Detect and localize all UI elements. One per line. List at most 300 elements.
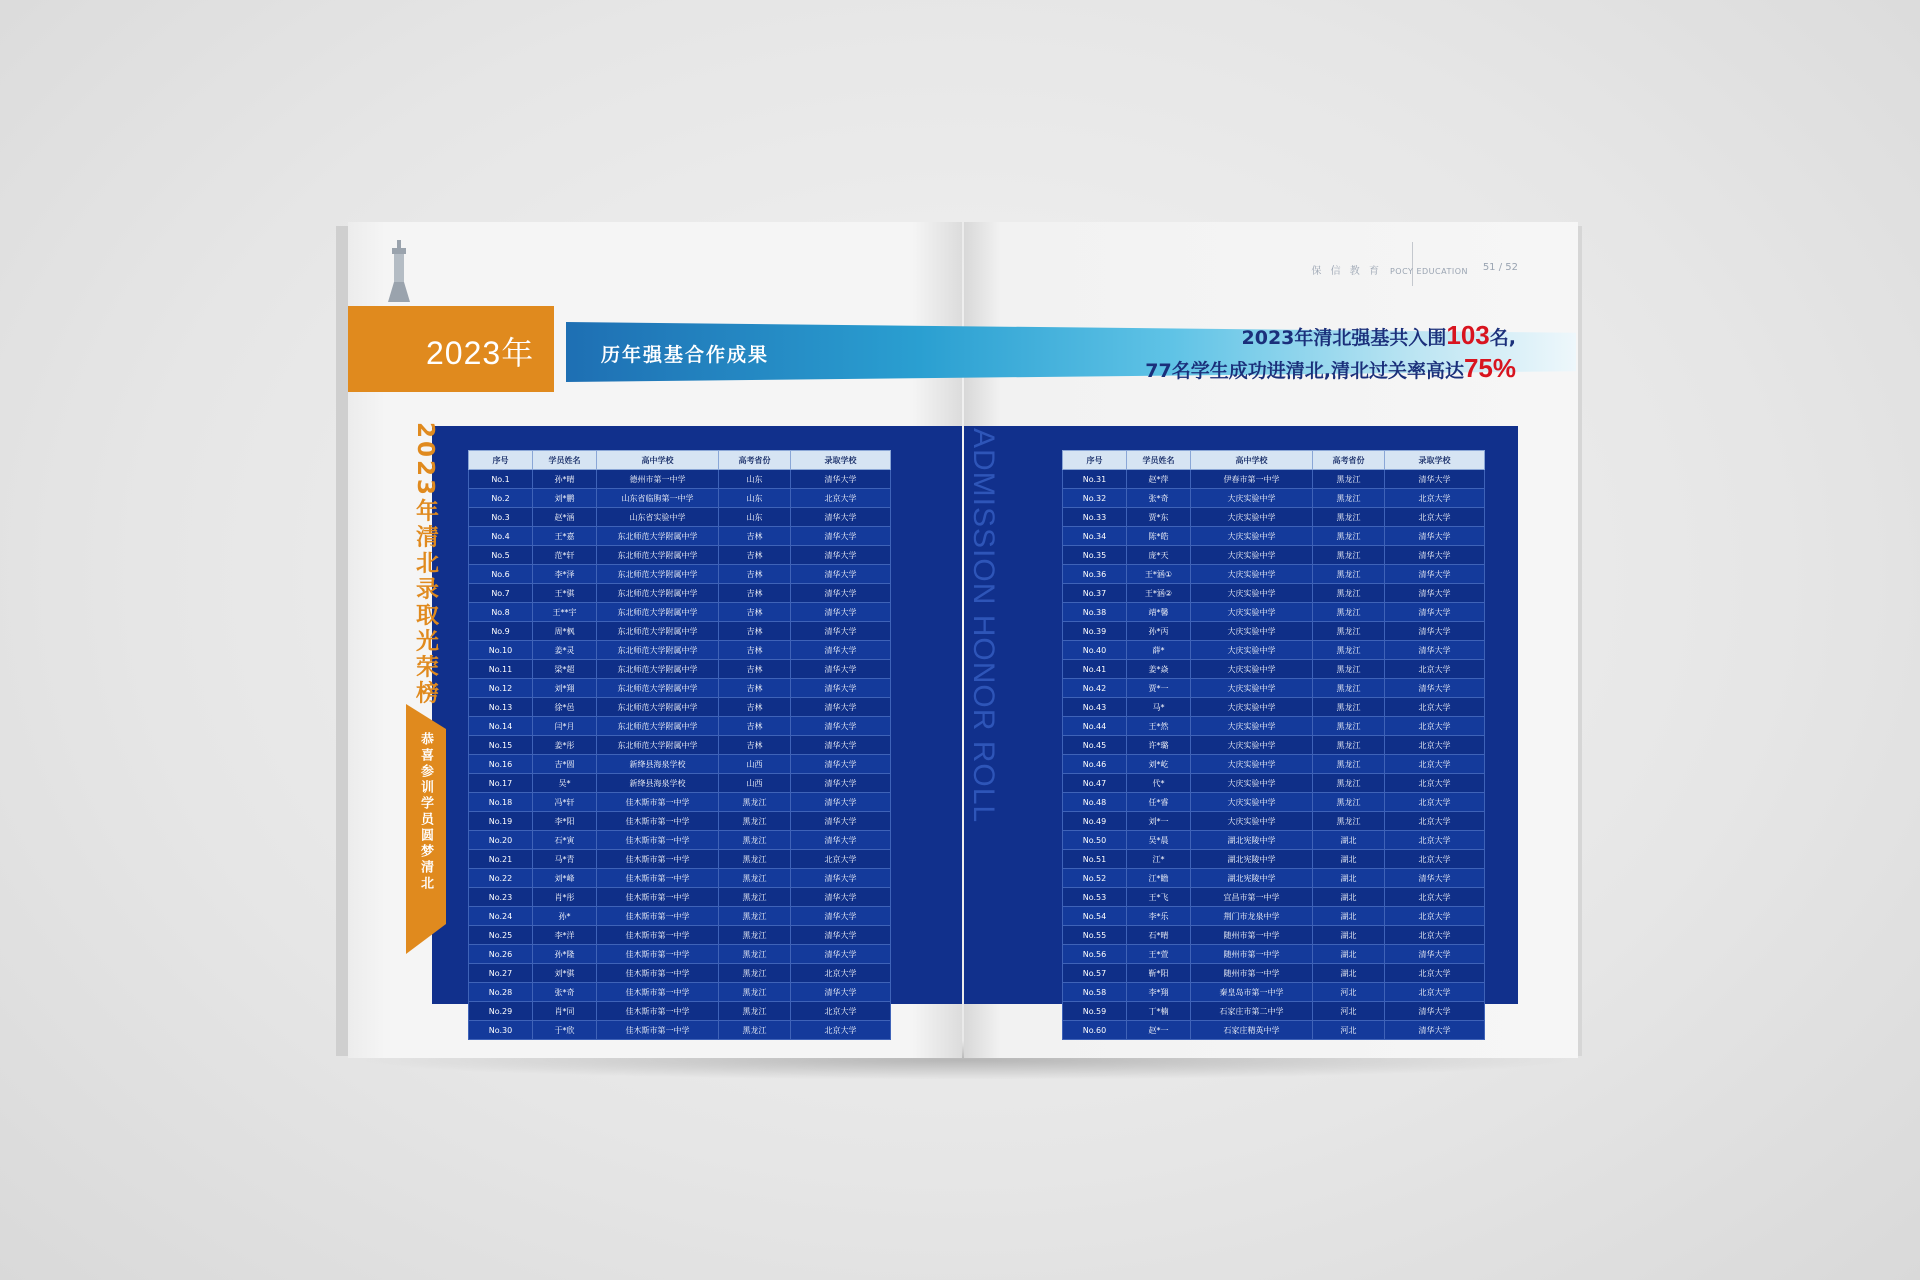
table-cell: 北京大学 xyxy=(1385,774,1485,793)
table-cell: 黑龙江 xyxy=(1313,546,1385,565)
table-cell: No.58 xyxy=(1063,983,1127,1002)
table-cell: 黑龙江 xyxy=(719,812,791,831)
column-header: 录取学校 xyxy=(791,451,891,470)
table-cell: 黑龙江 xyxy=(1313,603,1385,622)
congrats-badge-text: 恭喜参训学员圆梦清北 xyxy=(418,732,433,892)
table-cell: 黑龙江 xyxy=(719,945,791,964)
table-cell: 黑龙江 xyxy=(1313,793,1385,812)
table-cell: 北京大学 xyxy=(1385,660,1485,679)
table-cell: No.35 xyxy=(1063,546,1127,565)
table-cell: 吉林 xyxy=(719,527,791,546)
table-cell: 清华大学 xyxy=(1385,945,1485,964)
table-cell: No.36 xyxy=(1063,565,1127,584)
table-cell: 东北师范大学附属中学 xyxy=(597,546,719,565)
column-header: 高考省份 xyxy=(719,451,791,470)
table-cell: No.28 xyxy=(469,983,533,1002)
table-cell: No.51 xyxy=(1063,850,1127,869)
table-cell: 新绛县海泉学校 xyxy=(597,774,719,793)
table-cell: No.42 xyxy=(1063,679,1127,698)
summary-line1-b: 名, xyxy=(1489,327,1516,349)
table-cell: No.48 xyxy=(1063,793,1127,812)
table-cell: 北京大学 xyxy=(791,964,891,983)
table-cell: 随州市第一中学 xyxy=(1191,926,1313,945)
table-cell: 清华大学 xyxy=(1385,679,1485,698)
table-cell: No.3 xyxy=(469,508,533,527)
table-cell: 随州市第一中学 xyxy=(1191,945,1313,964)
table-cell: 清华大学 xyxy=(791,470,891,489)
table-cell: 北京大学 xyxy=(1385,812,1485,831)
table-cell: 北京大学 xyxy=(1385,888,1485,907)
table-cell: 湖北 xyxy=(1313,945,1385,964)
table-cell: 黑龙江 xyxy=(1313,679,1385,698)
table-cell: 肖*彤 xyxy=(533,888,597,907)
table-cell: 刘*鹏 xyxy=(533,489,597,508)
table-cell: No.25 xyxy=(469,926,533,945)
table-row xyxy=(469,983,891,1002)
table-cell: 东北师范大学附属中学 xyxy=(597,603,719,622)
table-cell: 东北师范大学附属中学 xyxy=(597,679,719,698)
table-cell: 王*然 xyxy=(1127,717,1191,736)
table-cell: 吉林 xyxy=(719,679,791,698)
table-cell: 大庆实验中学 xyxy=(1191,660,1313,679)
table-cell: 大庆实验中学 xyxy=(1191,755,1313,774)
table-row xyxy=(469,565,891,584)
table-cell: 清华大学 xyxy=(791,888,891,907)
table-cell: 姜*灵 xyxy=(533,641,597,660)
table-cell: No.57 xyxy=(1063,964,1127,983)
table-row xyxy=(469,584,891,603)
column-header: 录取学校 xyxy=(1385,451,1485,470)
table-cell: 赵*一 xyxy=(1127,1021,1191,1040)
table-cell: 赵*萍 xyxy=(1127,470,1191,489)
table-cell: 冯*轩 xyxy=(533,793,597,812)
table-row xyxy=(1063,774,1485,793)
table-row xyxy=(469,869,891,888)
table-cell: 黑龙江 xyxy=(719,907,791,926)
honor-roll-watermark: ADMISSION HONOR ROLL xyxy=(967,428,1000,824)
table-cell: 黑龙江 xyxy=(1313,584,1385,603)
table-cell: No.7 xyxy=(469,584,533,603)
table-cell: 大庆实验中学 xyxy=(1191,679,1313,698)
table-cell: No.60 xyxy=(1063,1021,1127,1040)
table-cell: No.6 xyxy=(469,565,533,584)
table-cell: 大庆实验中学 xyxy=(1191,774,1313,793)
table-row xyxy=(469,831,891,850)
table-cell: 东北师范大学附属中学 xyxy=(597,622,719,641)
table-cell: 荆门市龙泉中学 xyxy=(1191,907,1313,926)
table-cell: 黑龙江 xyxy=(1313,641,1385,660)
table-cell: 李*乐 xyxy=(1127,907,1191,926)
table-cell: 湖北 xyxy=(1313,869,1385,888)
table-cell: 吉林 xyxy=(719,698,791,717)
table-cell: 清华大学 xyxy=(791,584,891,603)
table-cell: 大庆实验中学 xyxy=(1191,508,1313,527)
table-cell: 于*欣 xyxy=(533,1021,597,1040)
table-cell: 清华大学 xyxy=(791,698,891,717)
summary-line2-a: 77名学生成功进清北,清北过关率高达 xyxy=(1145,360,1464,382)
brand-cn: 保 信 教 育 xyxy=(1311,266,1382,277)
table-cell: 东北师范大学附属中学 xyxy=(597,584,719,603)
table-cell: 黑龙江 xyxy=(719,850,791,869)
table-cell: 山东 xyxy=(719,508,791,527)
table-cell: 黑龙江 xyxy=(1313,489,1385,508)
column-header: 学员姓名 xyxy=(533,451,597,470)
table-cell: 湖北宪陵中学 xyxy=(1191,869,1313,888)
table-cell: 石*晴 xyxy=(1127,926,1191,945)
table-cell: 周*枫 xyxy=(533,622,597,641)
table-cell: No.2 xyxy=(469,489,533,508)
table-cell: 东北师范大学附属中学 xyxy=(597,698,719,717)
table-cell: No.32 xyxy=(1063,489,1127,508)
summary-text xyxy=(1145,320,1516,386)
table-cell: 刘*屹 xyxy=(1127,755,1191,774)
table-cell: No.46 xyxy=(1063,755,1127,774)
table-cell: 山东 xyxy=(719,470,791,489)
table-cell: 佳木斯市第一中学 xyxy=(597,869,719,888)
table-cell: 清华大学 xyxy=(1385,1021,1485,1040)
table-row xyxy=(469,546,891,565)
table-row xyxy=(1063,546,1485,565)
table-row xyxy=(1063,964,1485,983)
table-cell: No.24 xyxy=(469,907,533,926)
table-cell: 姜*焱 xyxy=(1127,660,1191,679)
table-row xyxy=(469,660,891,679)
table-cell: 刘*一 xyxy=(1127,812,1191,831)
table-cell: 吉林 xyxy=(719,660,791,679)
table-cell: 清华大学 xyxy=(791,869,891,888)
table-cell: 佳木斯市第一中学 xyxy=(597,812,719,831)
table-cell: 湖北 xyxy=(1313,831,1385,850)
table-cell: 闫*月 xyxy=(533,717,597,736)
table-cell: 赵*涵 xyxy=(533,508,597,527)
table-cell: 大庆实验中学 xyxy=(1191,584,1313,603)
table-row xyxy=(469,888,891,907)
table-row xyxy=(469,717,891,736)
table-row xyxy=(469,793,891,812)
table-cell: No.14 xyxy=(469,717,533,736)
table-row xyxy=(1063,755,1485,774)
table-cell: No.11 xyxy=(469,660,533,679)
table-cell: 北京大学 xyxy=(1385,793,1485,812)
table-cell: 黑龙江 xyxy=(1313,508,1385,527)
table-cell: No.22 xyxy=(469,869,533,888)
table-row xyxy=(1063,660,1485,679)
table-row xyxy=(469,812,891,831)
table-cell: 山东省实验中学 xyxy=(597,508,719,527)
table-cell: 清华大学 xyxy=(791,508,891,527)
table-cell: 山东省临朐第一中学 xyxy=(597,489,719,508)
page-number: 51 / 52 xyxy=(1482,262,1518,273)
table-cell: 湖北 xyxy=(1313,964,1385,983)
table-cell: 东北师范大学附属中学 xyxy=(597,717,719,736)
table-cell: 孙*晴 xyxy=(533,470,597,489)
table-cell: 清华大学 xyxy=(791,660,891,679)
table-cell: No.49 xyxy=(1063,812,1127,831)
table-cell: 湖北 xyxy=(1313,907,1385,926)
table-cell: 清华大学 xyxy=(1385,565,1485,584)
table-cell: 刘*翔 xyxy=(533,679,597,698)
table-cell: No.59 xyxy=(1063,1002,1127,1021)
column-header: 高中学校 xyxy=(1191,451,1313,470)
table-cell: 吉林 xyxy=(719,546,791,565)
table-cell: 佳木斯市第一中学 xyxy=(597,831,719,850)
table-row xyxy=(1063,698,1485,717)
summary-rate: 75% xyxy=(1463,353,1516,383)
table-cell: 黑龙江 xyxy=(719,1021,791,1040)
table-row xyxy=(1063,926,1485,945)
table-row xyxy=(469,945,891,964)
table-cell: 佳木斯市第一中学 xyxy=(597,850,719,869)
table-cell: 石*寅 xyxy=(533,831,597,850)
table-row xyxy=(1063,1021,1485,1040)
table-cell: 黑龙江 xyxy=(719,831,791,850)
table-cell: No.30 xyxy=(469,1021,533,1040)
table-cell: 随州市第一中学 xyxy=(1191,964,1313,983)
table-cell: 北京大学 xyxy=(1385,850,1485,869)
table-cell: 吴* xyxy=(533,774,597,793)
table-cell: No.26 xyxy=(469,945,533,964)
ribbon-title: 历年强基合作成果 xyxy=(601,344,770,366)
table-cell: 张*奇 xyxy=(1127,489,1191,508)
table-cell: 山西 xyxy=(719,755,791,774)
table-row xyxy=(1063,717,1485,736)
table-cell: 清华大学 xyxy=(791,565,891,584)
table-cell: 伊春市第一中学 xyxy=(1191,470,1313,489)
table-cell: 佳木斯市第一中学 xyxy=(597,926,719,945)
table-cell: 孙*隆 xyxy=(533,945,597,964)
table-cell: 清华大学 xyxy=(791,793,891,812)
table-cell: 江*瞻 xyxy=(1127,869,1191,888)
table-row xyxy=(1063,850,1485,869)
table-cell: 新绛县海泉学校 xyxy=(597,755,719,774)
table-cell: 马* xyxy=(1127,698,1191,717)
table-cell: 清华大学 xyxy=(1385,470,1485,489)
table-cell: 清华大学 xyxy=(1385,603,1485,622)
table-row xyxy=(469,603,891,622)
table-cell: No.50 xyxy=(1063,831,1127,850)
table-cell: 丁*楠 xyxy=(1127,1002,1191,1021)
table-cell: 清华大学 xyxy=(791,603,891,622)
table-row xyxy=(1063,793,1485,812)
table-cell: 任*睿 xyxy=(1127,793,1191,812)
table-row xyxy=(1063,888,1485,907)
table-row xyxy=(469,926,891,945)
table-cell: 清华大学 xyxy=(791,983,891,1002)
table-row xyxy=(1063,831,1485,850)
table-cell: 王*涵② xyxy=(1127,584,1191,603)
table-cell: 吉林 xyxy=(719,565,791,584)
table-cell: No.52 xyxy=(1063,869,1127,888)
table-cell: No.9 xyxy=(469,622,533,641)
table-cell: No.33 xyxy=(1063,508,1127,527)
table-cell: 北京大学 xyxy=(791,850,891,869)
table-row xyxy=(1063,983,1485,1002)
table-cell: 黑龙江 xyxy=(1313,717,1385,736)
table-cell: 佳木斯市第一中学 xyxy=(597,1021,719,1040)
table-cell: 清华大学 xyxy=(791,812,891,831)
table-cell: No.20 xyxy=(469,831,533,850)
open-brochure xyxy=(336,222,1586,1058)
table-cell: 孙*丙 xyxy=(1127,622,1191,641)
table-cell: 吉林 xyxy=(719,584,791,603)
table-cell: 江* xyxy=(1127,850,1191,869)
table-cell: 清华大学 xyxy=(791,907,891,926)
table-cell: 宜昌市第一中学 xyxy=(1191,888,1313,907)
table-cell: No.17 xyxy=(469,774,533,793)
table-row xyxy=(1063,1002,1485,1021)
table-row xyxy=(469,508,891,527)
table-cell: 大庆实验中学 xyxy=(1191,717,1313,736)
table-cell: 清华大学 xyxy=(1385,869,1485,888)
table-cell: 清华大学 xyxy=(1385,1002,1485,1021)
table-cell: 李*阳 xyxy=(533,812,597,831)
table-cell: 清华大学 xyxy=(791,641,891,660)
table-cell: 吉林 xyxy=(719,603,791,622)
vertical-title: 2023年清北录取光荣榜 xyxy=(412,422,438,707)
table-row xyxy=(1063,527,1485,546)
table-cell: 黑龙江 xyxy=(1313,527,1385,546)
table-header-row xyxy=(1063,451,1485,470)
table-cell: 清华大学 xyxy=(791,831,891,850)
table-cell: 马*青 xyxy=(533,850,597,869)
table-cell: 佳木斯市第一中学 xyxy=(597,964,719,983)
table-cell: No.8 xyxy=(469,603,533,622)
table-cell: 佳木斯市第一中学 xyxy=(597,945,719,964)
table-row xyxy=(469,527,891,546)
table-row xyxy=(1063,869,1485,888)
table-cell: 黑龙江 xyxy=(1313,698,1385,717)
admission-table-left xyxy=(468,450,891,1040)
year-label: 2023年 xyxy=(426,335,535,371)
table-cell: 大庆实验中学 xyxy=(1191,812,1313,831)
table-cell: No.5 xyxy=(469,546,533,565)
table-cell: 大庆实验中学 xyxy=(1191,641,1313,660)
table-cell: 王*萱 xyxy=(1127,945,1191,964)
table-cell: No.16 xyxy=(469,755,533,774)
table-cell: No.44 xyxy=(1063,717,1127,736)
table-cell: 北京大学 xyxy=(1385,508,1485,527)
table-row xyxy=(469,622,891,641)
table-row xyxy=(469,1021,891,1040)
table-cell: 清华大学 xyxy=(1385,584,1485,603)
table-cell: 清华大学 xyxy=(791,945,891,964)
table-cell: No.1 xyxy=(469,470,533,489)
table-row xyxy=(1063,470,1485,489)
table-row xyxy=(469,774,891,793)
table-cell: 清华大学 xyxy=(791,926,891,945)
table-cell: 东北师范大学附属中学 xyxy=(597,565,719,584)
table-cell: 刘*峰 xyxy=(533,869,597,888)
table-cell: 黑龙江 xyxy=(719,793,791,812)
table-cell: 德州市第一中学 xyxy=(597,470,719,489)
table-cell: 清华大学 xyxy=(791,736,891,755)
table-cell: No.40 xyxy=(1063,641,1127,660)
table-cell: 河北 xyxy=(1313,1002,1385,1021)
table-row xyxy=(469,850,891,869)
table-cell: No.47 xyxy=(1063,774,1127,793)
table-cell: 张*奇 xyxy=(533,983,597,1002)
table-cell: 吉林 xyxy=(719,622,791,641)
table-cell: 肖*同 xyxy=(533,1002,597,1021)
table-cell: 范*轩 xyxy=(533,546,597,565)
table-cell: No.18 xyxy=(469,793,533,812)
table-cell: 清华大学 xyxy=(791,622,891,641)
column-header: 序号 xyxy=(1063,451,1127,470)
table-cell: No.53 xyxy=(1063,888,1127,907)
table-cell: 大庆实验中学 xyxy=(1191,793,1313,812)
table-cell: 湖北宪陵中学 xyxy=(1191,850,1313,869)
table-cell: 北京大学 xyxy=(1385,831,1485,850)
table-cell: 清华大学 xyxy=(1385,641,1485,660)
column-header: 序号 xyxy=(469,451,533,470)
table-cell: 清华大学 xyxy=(791,774,891,793)
table-cell: 佳木斯市第一中学 xyxy=(597,983,719,1002)
table-cell: 李*泽 xyxy=(533,565,597,584)
table-cell: 姜*彤 xyxy=(533,736,597,755)
table-row xyxy=(1063,603,1485,622)
table-row xyxy=(1063,679,1485,698)
table-cell: 孙* xyxy=(533,907,597,926)
table-header-row xyxy=(469,451,891,470)
table-cell: 靳*阳 xyxy=(1127,964,1191,983)
table-cell: 黑龙江 xyxy=(1313,622,1385,641)
tower-logo-icon xyxy=(386,240,412,302)
table-cell: 吉*圆 xyxy=(533,755,597,774)
table-cell: No.43 xyxy=(1063,698,1127,717)
table-cell: No.55 xyxy=(1063,926,1127,945)
table-cell: 梁*超 xyxy=(533,660,597,679)
table-row xyxy=(1063,641,1485,660)
table-cell: 黑龙江 xyxy=(719,964,791,983)
table-cell: No.10 xyxy=(469,641,533,660)
table-cell: 吉林 xyxy=(719,736,791,755)
table-cell: 代* xyxy=(1127,774,1191,793)
table-cell: 王*涵① xyxy=(1127,565,1191,584)
table-cell: 东北师范大学附属中学 xyxy=(597,660,719,679)
table-row xyxy=(469,1002,891,1021)
table-cell: 佳木斯市第一中学 xyxy=(597,907,719,926)
table-cell: 秦皇岛市第一中学 xyxy=(1191,983,1313,1002)
table-cell: 北京大学 xyxy=(1385,907,1485,926)
table-cell: 黑龙江 xyxy=(1313,660,1385,679)
table-cell: 陈*皓 xyxy=(1127,527,1191,546)
table-cell: 东北师范大学附属中学 xyxy=(597,527,719,546)
table-cell: 王*飞 xyxy=(1127,888,1191,907)
table-cell: No.34 xyxy=(1063,527,1127,546)
table-cell: 湖北 xyxy=(1313,850,1385,869)
table-cell: 北京大学 xyxy=(1385,964,1485,983)
table-cell: 黑龙江 xyxy=(1313,755,1385,774)
table-row xyxy=(469,470,891,489)
table-cell: 吉林 xyxy=(719,641,791,660)
table-cell: 庞*天 xyxy=(1127,546,1191,565)
table-cell: 北京大学 xyxy=(1385,926,1485,945)
table-cell: 薛* xyxy=(1127,641,1191,660)
table-cell: 清华大学 xyxy=(1385,527,1485,546)
brand-label xyxy=(1311,262,1468,277)
table-row xyxy=(1063,565,1485,584)
column-header: 学员姓名 xyxy=(1127,451,1191,470)
table-cell: 大庆实验中学 xyxy=(1191,698,1313,717)
table-cell: No.37 xyxy=(1063,584,1127,603)
table-cell: 北京大学 xyxy=(791,1002,891,1021)
table-row xyxy=(469,641,891,660)
table-cell: No.23 xyxy=(469,888,533,907)
table-cell: No.15 xyxy=(469,736,533,755)
table-cell: 湖北宪陵中学 xyxy=(1191,831,1313,850)
table-cell: 吴*晨 xyxy=(1127,831,1191,850)
table-cell: 湖北 xyxy=(1313,926,1385,945)
